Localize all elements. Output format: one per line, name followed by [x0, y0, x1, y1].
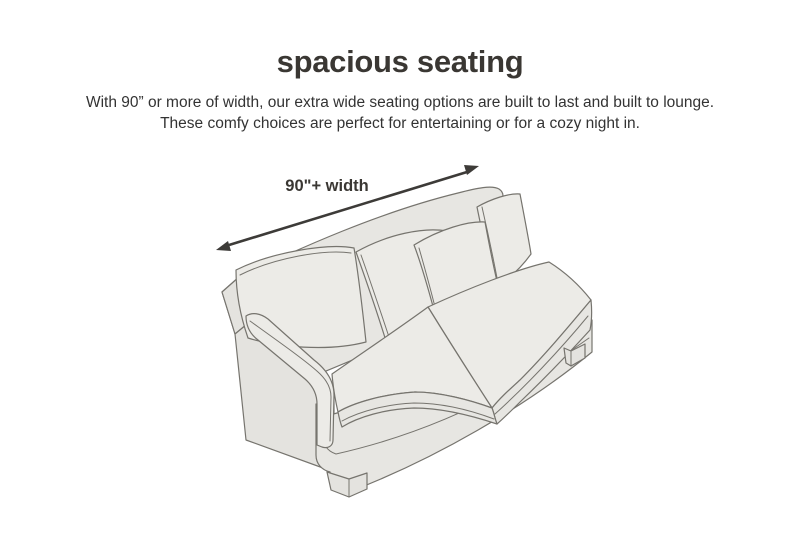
description-line-2: These comfy choices are perfect for entertaining or for a cozy night in.: [160, 115, 640, 132]
sofa-illustration: [222, 187, 592, 497]
dimension-label: 90"+ width: [285, 177, 369, 195]
page-title: spacious seating: [276, 44, 524, 79]
description-line-1: With 90” or more of width, our extra wide seating options are built to last and built to lounge.: [85, 94, 715, 111]
dimension-arrow-head-left: [216, 241, 231, 251]
